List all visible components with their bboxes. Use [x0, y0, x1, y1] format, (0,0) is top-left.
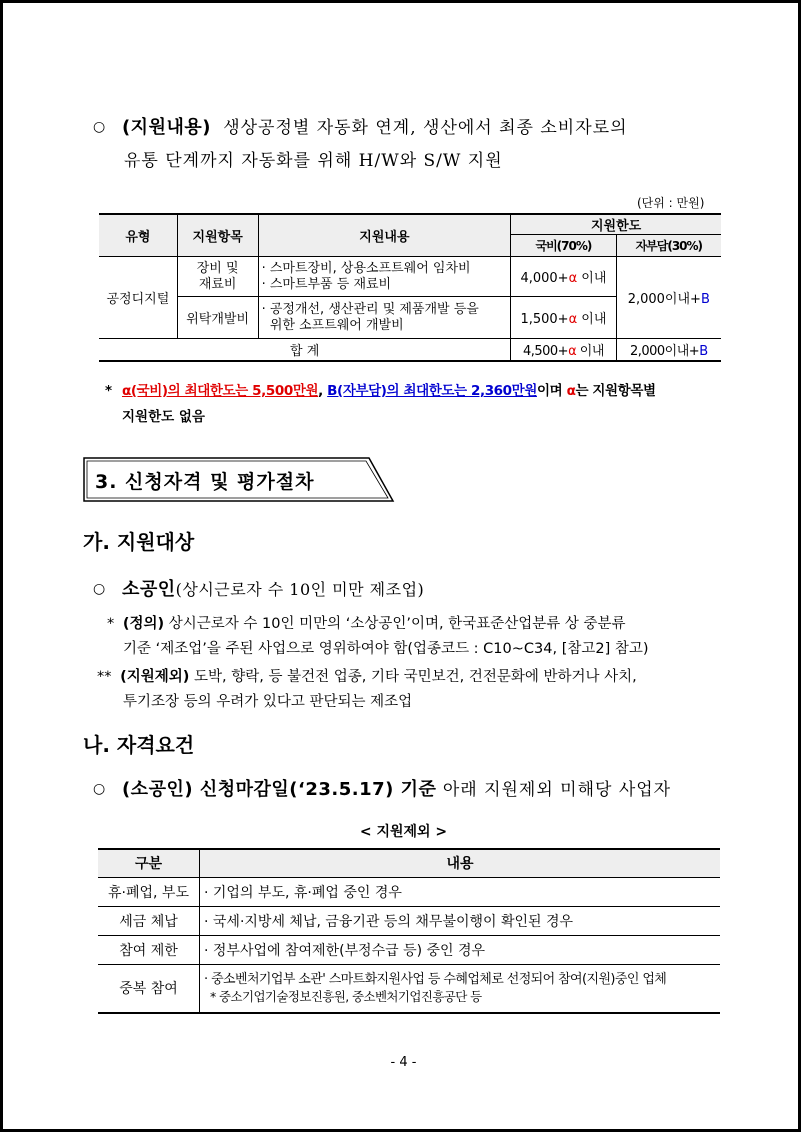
content-1-line2: · 스마트부품 등 재료비 [261, 276, 392, 292]
footnote-star: * [105, 383, 112, 399]
self-cell [616, 257, 721, 339]
row-category: 세금 체납 [98, 906, 200, 935]
footnote-line1 [105, 379, 656, 399]
gov-num: 1,500+ [520, 312, 569, 327]
support-content-line1 [93, 113, 628, 139]
row-category: 휴·폐업, 부도 [98, 877, 200, 906]
content-cell-1 [258, 257, 511, 297]
definition-line1 [107, 612, 626, 633]
exclusion-text1: 도박, 향락, 등 불건전 업종, 기타 국민보건, 건전문화에 반하거나 사치, [189, 669, 637, 685]
content-1-line1: · 스마트장비, 상용소프트웨어 임차비 [261, 260, 471, 276]
item-cell-1: 장비 및 재료비 [177, 257, 258, 297]
support-table [99, 213, 721, 362]
th-content: 지원내용 [258, 214, 511, 257]
support-content-line2: 유통 단계까지 자동화를 위해 H/W와 S/W 지원 [124, 151, 503, 171]
bullet: ○ [93, 581, 106, 597]
small-biz-line [93, 575, 424, 601]
definition-text1: 상시근로자 수 10인 미만의 ‘소상공인’이며, 한국표준산업분류 상 중분류 [164, 616, 626, 632]
total-self [616, 339, 721, 361]
row-content: · 정부사업에 참여제한(부정수급 등) 중인 경우 [200, 935, 721, 964]
content-cell-2 [258, 297, 511, 339]
beta: B [700, 292, 710, 307]
footnote-end: 는 지원항목별 [575, 383, 656, 399]
sub-na-title: 나. 자격요건 [83, 733, 195, 757]
bullet: ○ [93, 119, 106, 135]
requirement-rest: 아래 지원제외 미해당 사업자 [436, 780, 672, 800]
row-content [200, 964, 721, 1013]
definition-label: (정의) [122, 616, 165, 632]
th-gov: 국비(70%) [511, 235, 616, 257]
exclusion-table [98, 848, 720, 1014]
footnote-red: α(국비)의 최대한도는 5,500만원 [121, 383, 319, 399]
exclusion-star: ** [97, 669, 112, 685]
gov-suffix: 이내 [577, 271, 607, 286]
self-num: 2,000이내+ [627, 292, 701, 307]
total-gov [511, 339, 616, 361]
definition-line2: 기준 ‘제조업’을 주된 사업으로 영위하여야 함(업종코드 : C10~C34, [참고2] 참고) [123, 641, 649, 657]
footnote-comma: , [318, 383, 323, 399]
row-content-main: · 중소벤처기업부 소관' 스마트화지원사업 등 수혜업체로 선정되어 참여(지원)중인 업체 [204, 972, 667, 988]
section-3-title: 3. 신청자격 및 평가절차 [95, 471, 315, 493]
total-gov-num: 4,500+ [522, 343, 569, 359]
total-label: 합 계 [99, 339, 511, 361]
gov-cell-1 [511, 257, 616, 297]
content-2-line1: · 공정개선, 생산관리 및 제품개발 등을 [261, 301, 479, 317]
content-2-line2: 위한 소프트웨어 개발비 [261, 317, 404, 333]
alpha: α [568, 343, 577, 359]
row-content: · 기업의 부도, 휴·폐업 중인 경우 [200, 877, 721, 906]
exclusion-table-caption: < 지원제외 > [359, 824, 448, 840]
unit-note: (단위 : 만원) [637, 196, 705, 210]
beta: B [699, 343, 708, 359]
th-content: 내용 [200, 849, 721, 877]
type-cell: 공정디지털 [99, 257, 177, 339]
footnote-line2: 지원한도 없음 [122, 409, 205, 425]
support-content-text1: 생상공정별 자동화 연계, 생산에서 최종 소비자로의 [223, 118, 628, 138]
definition-star: * [107, 616, 115, 632]
support-content-label: (지원내용) [121, 117, 211, 138]
alpha: α [568, 271, 578, 286]
th-self: 자부담(30%) [616, 235, 721, 257]
small-biz-label: 소공인 [121, 579, 176, 600]
footnote-blue: B(자부담)의 최대한도는 2,360만원 [327, 383, 537, 399]
exclusion-label: (지원제외) [120, 669, 190, 685]
page-number: - 4 - [390, 1055, 417, 1070]
sub-ga-title: 가. 지원대상 [83, 530, 195, 554]
exclusion-note-line2: 투기조장 등의 우려가 있다고 판단되는 제조업 [123, 694, 413, 710]
th-item: 지원항목 [177, 214, 258, 257]
alpha: α [568, 312, 578, 327]
row-category: 중복 참여 [98, 964, 200, 1013]
gov-cell-2 [511, 297, 616, 339]
exclusion-note-line1 [97, 665, 637, 686]
total-self-num: 2,000이내+ [629, 343, 700, 359]
bullet: ○ [93, 781, 106, 797]
small-biz-desc: (상시근로자 수 10인 미만 제조업) [175, 580, 425, 599]
requirement-line [93, 775, 671, 801]
row-content: · 국세·지방세 체납, 금융기관 등의 채무불이행이 확인된 경우 [200, 906, 721, 935]
row-category: 참여 제한 [98, 935, 200, 964]
alpha: α [566, 383, 576, 399]
th-type: 유형 [99, 214, 177, 257]
total-gov-suffix: 이내 [576, 343, 604, 359]
footnote-mid: 이며 [536, 383, 563, 399]
requirement-bold: (소공인) 신청마감일(‘23.5.17) 기준 [121, 779, 437, 800]
item-cell-2: 위탁개발비 [177, 297, 258, 339]
th-limit: 지원한도 [511, 214, 721, 235]
th-category: 구분 [98, 849, 200, 877]
gov-num: 4,000+ [520, 271, 569, 286]
row-content-sub: * 중소기업기술정보진흥원, 중소벤처기업진흥공단 등 [210, 989, 482, 1005]
gov-suffix: 이내 [577, 312, 607, 327]
